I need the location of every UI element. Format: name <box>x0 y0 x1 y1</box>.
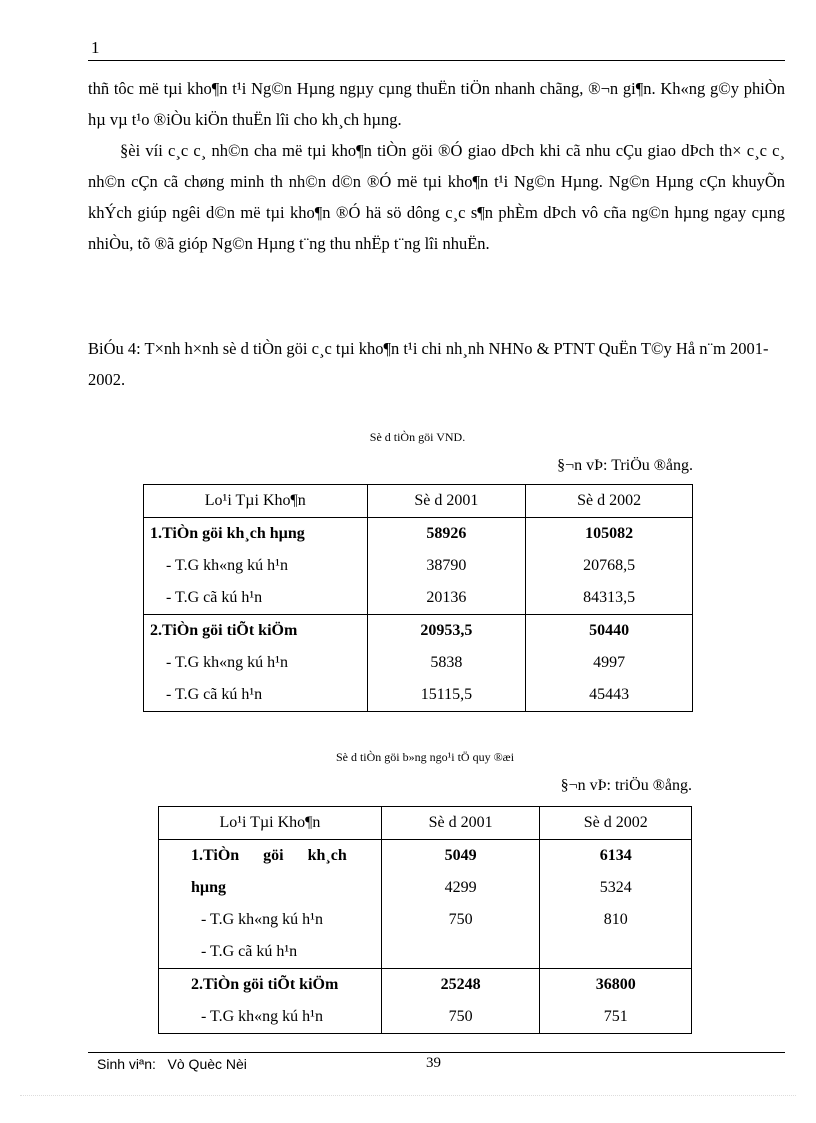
paragraph-1: thñ tôc më tµi kho¶n t¹i Ng©n Hµng ngµy cµng thuËn tiÖn nhanh chãng, ®¬n gi¶n. Kh«ng g©y phiÒn hµ vµ t¹o ®iÒu kiÖn thuËn lîi cho kh¸ch hµng. <box>88 79 785 129</box>
table-row <box>144 647 693 679</box>
table-cell: 4997 <box>526 647 693 679</box>
table1-header-cell: Sè d 2002 <box>526 485 693 518</box>
table-cell: - T.G kh«ng kú h¹n <box>159 1001 382 1034</box>
table-row <box>144 582 693 615</box>
table-cell: - T.G cã kú h¹n <box>159 936 382 969</box>
table1-header-cell: Sè d 2001 <box>367 485 526 518</box>
table1-unit: §¬n vÞ: TriÖu ®ång. <box>557 457 693 474</box>
table1-header-row <box>144 485 693 518</box>
table-cell: hµng <box>159 872 382 904</box>
table2-header-cell: Sè d 2001 <box>381 807 540 840</box>
table-cell: 750 <box>381 904 540 936</box>
table-cell: 20136 <box>367 582 526 615</box>
table-cell: 38790 <box>367 550 526 582</box>
table-cell: 58926 <box>367 518 526 551</box>
body-text <box>88 73 785 259</box>
table-cell: 751 <box>540 1001 692 1034</box>
table-cell: 105082 <box>526 518 693 551</box>
table-cell: 5049 <box>381 840 540 873</box>
table-cell: - T.G kh«ng kú h¹n <box>144 550 368 582</box>
table-cell: 2.TiÒn göi tiÕt kiÖm <box>144 615 368 648</box>
table-row <box>144 615 693 648</box>
table-cell: 1.TiÒn göi kh¸ch <box>159 840 382 873</box>
table-cell: 25248 <box>381 969 540 1002</box>
figure-caption: BiÓu 4: T×nh h×nh sè d tiÒn göi c¸c tµi kho¶n t¹i chi nh¸nh NHNo & PTNT QuËn T©y Hå n¨m 2001- 2002. <box>88 339 769 389</box>
table-cell <box>381 936 540 969</box>
table2-title: Sè d tiÒn göi b»ng ngo¹i tÖ quy ®æi <box>335 750 515 764</box>
table-cell: 5838 <box>367 647 526 679</box>
table-cell: 5324 <box>540 872 692 904</box>
table-cell: 45443 <box>526 679 693 712</box>
table2-header-cell: Sè d 2002 <box>540 807 692 840</box>
table-cell: 36800 <box>540 969 692 1002</box>
table-row <box>159 904 692 936</box>
table-cell: 6134 <box>540 840 692 873</box>
table-cell: 15115,5 <box>367 679 526 712</box>
table-cell <box>540 936 692 969</box>
header-page-number: 1 <box>91 38 100 57</box>
table-cell: 50440 <box>526 615 693 648</box>
table-row <box>144 679 693 712</box>
table2-header-row <box>159 807 692 840</box>
table-row <box>144 550 693 582</box>
table1-title: Sè d tiÒn göi VND. <box>369 430 466 444</box>
table-row <box>159 1001 692 1034</box>
table-cell: 1.TiÒn göi kh¸ch hµng <box>144 518 368 551</box>
table-cell: - T.G cã kú h¹n <box>144 582 368 615</box>
table1-header-cell: Lo¹i Tµi Kho¶n <box>144 485 368 518</box>
header-rule <box>88 60 785 61</box>
table-cell: 750 <box>381 1001 540 1034</box>
table-row <box>159 872 692 904</box>
table2 <box>158 806 692 1034</box>
table-cell: 810 <box>540 904 692 936</box>
table-cell: 84313,5 <box>526 582 693 615</box>
paragraph-2: §èi víi c¸c c¸ nh©n cha më tµi kho¶n tiÒn göi ®Ó giao dÞch khi cã nhu cÇu giao dÞch th× c¸c c¸ nh©n cÇn cã chøng minh th nh©n d©n ®Ó më tµi kho¶n t¹i Ng©n Hµng. Ng©n Hµng cÇn khuyÕn khÝch giúp ngêi d©n më tµi kho¶n ®Ó hä sö dông c¸c s¶n phÈm dÞch vô cña ng©n hµng ngay cµng nhiÒu, tõ ®ã gióp Ng©n Hµng t¨ng thu nhËp t¨ng lîi nhuËn. <box>88 141 785 253</box>
table-row <box>159 969 692 1002</box>
table-row <box>159 936 692 969</box>
table-cell: 2.TiÒn göi tiÕt kiÖm <box>159 969 382 1002</box>
footer-page-number: 39 <box>426 1055 441 1071</box>
table-cell: 20768,5 <box>526 550 693 582</box>
table1 <box>143 484 693 712</box>
table-cell: 4299 <box>381 872 540 904</box>
table-cell: 20953,5 <box>367 615 526 648</box>
table2-unit: §¬n vÞ: triÖu ®ång. <box>560 777 692 794</box>
table-row <box>159 840 692 873</box>
table2-header-cell: Lo¹i Tµi Kho¶n <box>159 807 382 840</box>
table-cell: - T.G kh«ng kú h¹n <box>144 647 368 679</box>
page-edge-line <box>20 1095 796 1096</box>
table-cell: - T.G cã kú h¹n <box>144 679 368 712</box>
table-cell: - T.G kh«ng kú h¹n <box>159 904 382 936</box>
table-row <box>144 518 693 551</box>
footer-student: Sinh viªn: Vò Quèc Nèi <box>97 1056 247 1072</box>
footer-rule <box>88 1052 785 1053</box>
